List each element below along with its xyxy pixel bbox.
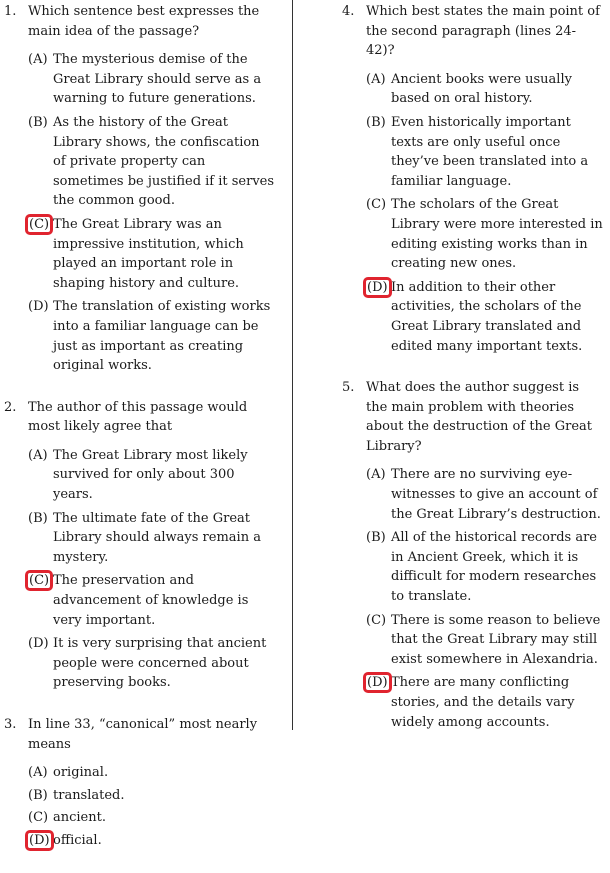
option-letter-highlighted: (D) — [367, 279, 388, 295]
option-a[interactable] — [28, 763, 276, 783]
option-d[interactable] — [28, 297, 276, 375]
option-letter-highlighted: (C) — [29, 573, 50, 589]
option-letter-highlighted: (D) — [29, 832, 50, 848]
option-letter: (C) — [366, 197, 387, 213]
option-b[interactable] — [366, 528, 604, 606]
option-d[interactable] — [28, 634, 276, 693]
question-stem — [342, 378, 604, 456]
option-b[interactable] — [28, 113, 276, 211]
option-letter: (C) — [366, 612, 387, 628]
option-c[interactable] — [366, 195, 604, 273]
option-letter: (B) — [28, 510, 48, 526]
option-letter: (A) — [366, 71, 386, 87]
option-d-selected-answer[interactable] — [366, 673, 604, 732]
option-b[interactable] — [28, 509, 276, 568]
question-number: 3. — [4, 717, 17, 732]
option-text: The Great Library most likely survived for only about 300 years. — [53, 447, 248, 503]
option-text: The ultimate fate of the Great Library should always remain a mystery. — [53, 510, 261, 565]
option-text: ancient. — [53, 810, 106, 826]
option-text: The preservation and advancement of knowledge is very important. — [53, 573, 249, 628]
option-letter: (B) — [366, 530, 386, 546]
option-text: original. — [53, 765, 109, 781]
option-b[interactable] — [366, 113, 604, 191]
option-d-selected-answer[interactable] — [366, 278, 604, 356]
question-stem — [4, 398, 276, 437]
question-stem — [342, 2, 604, 61]
option-a[interactable] — [28, 446, 276, 505]
option-letter: (A) — [28, 52, 48, 68]
option-letter: (B) — [28, 787, 48, 803]
option-text: As the history of the Great Library shows, the confiscation of private property can sometimes be justified if it serves the common good. — [53, 114, 275, 209]
option-text: The translation of existing works into a familiar language can be just as important as creating original works. — [53, 299, 271, 374]
question-stem — [4, 715, 276, 754]
option-text: Ancient books were usually based on oral history. — [391, 71, 572, 107]
answer-options — [342, 465, 604, 732]
option-a[interactable] — [366, 465, 604, 524]
option-letter-highlighted: (C) — [29, 216, 50, 232]
question-1 — [4, 2, 276, 376]
option-text: There is some reason to believe that the Great Library may still exist somewhere in Alexandria. — [391, 612, 601, 667]
option-letter: (A) — [28, 765, 48, 781]
option-letter: (A) — [366, 467, 386, 483]
option-text: official. — [53, 832, 102, 848]
question-number: 2. — [4, 399, 17, 415]
option-d-selected-answer[interactable] — [28, 831, 276, 851]
question-number: 5. — [342, 380, 355, 396]
option-letter: (C) — [28, 810, 49, 826]
answer-options — [4, 446, 276, 693]
option-text: The scholars of the Great Library were more interested in editing existing works than in creating new ones. — [391, 197, 603, 272]
option-text: Even historically important texts are only useful once they’ve been translated into a familiar language. — [391, 114, 589, 189]
answer-options — [4, 50, 276, 376]
option-text: In addition to their other activities, the scholars of the Great Library translated and edited many important texts. — [391, 279, 583, 354]
question-2 — [4, 398, 276, 693]
question-4 — [342, 2, 604, 356]
option-c[interactable] — [366, 611, 604, 670]
answer-options — [4, 763, 276, 850]
option-letter: (D) — [28, 636, 49, 652]
option-letter: (B) — [28, 114, 48, 130]
question-text: What does the author suggest is the main problem with theories about the destruction of the Great Library? — [366, 380, 593, 454]
option-letter: (B) — [366, 114, 386, 130]
option-text: There are no surviving eye-witnesses to give an account of the Great Library’s destruction. — [391, 467, 601, 522]
question-number: 1. — [4, 4, 17, 19]
left-column — [4, 2, 276, 873]
option-b[interactable] — [28, 786, 276, 806]
option-c[interactable] — [28, 808, 276, 828]
option-letter: (A) — [28, 447, 48, 463]
option-text: translated. — [53, 787, 125, 803]
option-text: It is very surprising that ancient people were concerned about preserving books. — [53, 636, 267, 691]
column-divider — [292, 0, 293, 730]
option-c-selected-answer[interactable] — [28, 571, 276, 630]
question-text: The author of this passage would most likely agree that — [28, 399, 248, 435]
option-text: The mysterious demise of the Great Library should serve as a warning to future generations. — [53, 52, 262, 107]
option-text: The Great Library was an impressive institution, which played an important role in shaping history and culture. — [53, 216, 244, 291]
question-5 — [342, 378, 604, 732]
option-a[interactable] — [28, 50, 276, 109]
option-a[interactable] — [366, 70, 604, 109]
question-text: Which best states the main point of the second paragraph (lines 24-42)? — [366, 4, 600, 59]
question-stem — [4, 2, 276, 41]
option-text: There are many conflicting stories, and the details vary widely among accounts. — [391, 675, 575, 730]
right-column — [342, 2, 604, 754]
answer-options — [342, 70, 604, 356]
question-text: Which sentence best expresses the main idea of the passage? — [28, 4, 260, 39]
question-number: 4. — [342, 4, 355, 19]
question-text: In line 33, “canonical” most nearly means — [28, 717, 258, 752]
option-letter: (D) — [28, 299, 49, 315]
question-3 — [4, 715, 276, 851]
option-c-selected-answer[interactable] — [28, 215, 276, 293]
option-text: All of the historical records are in Ancient Greek, which it is difficult for modern researches to translate. — [391, 530, 597, 605]
option-letter-highlighted: (D) — [367, 675, 388, 691]
